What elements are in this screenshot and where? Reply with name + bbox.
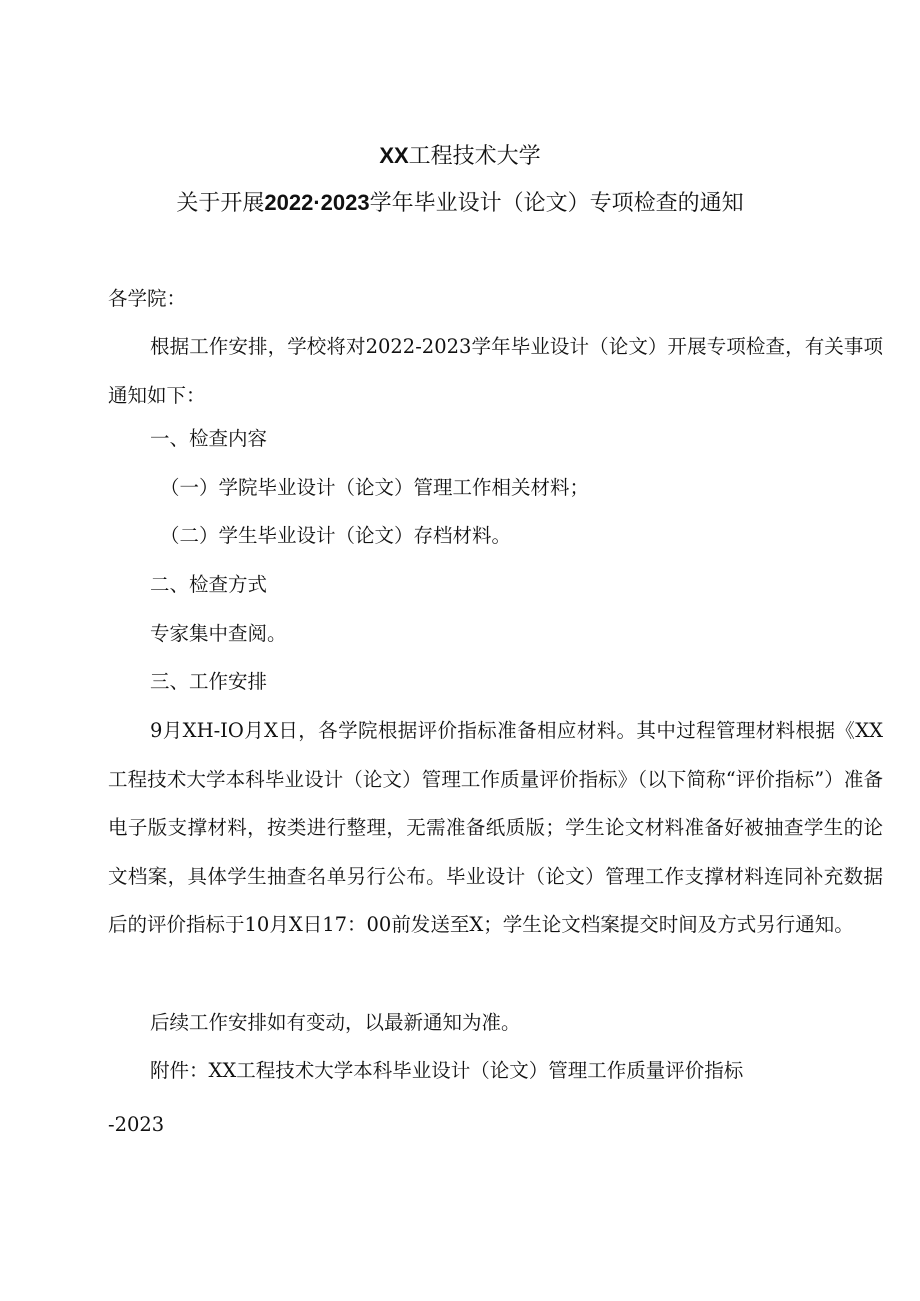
footer-year: -2023 bbox=[108, 1113, 165, 1136]
section-heading-schedule: 三、工作安排 bbox=[150, 670, 268, 693]
title-university-name: 工程技术大学 bbox=[408, 144, 541, 169]
intro-paragraph: 根据工作安排，学校将对2022-2023学年毕业设计（论文）开展专项检查，有关事项通知如下： bbox=[108, 335, 883, 407]
section2-text: 专家集中查阅。 bbox=[150, 622, 287, 645]
schedule-paragraph: 9月XH-IO月X日，各学院根据评价指标准备相应材料。其中过程管理材料根据《XX工程技术大学本科毕业设计（论文）管理工作质量评价指标》（以下简称“评价指标”）准备电子版支撑材料，按类进行整理，无需准备纸质版；学生论文材料准备好被抽查学生的论文档案，具体学生抽查名单另行公布。毕业设计（论文）管理工作支撑材料连同补充数据后的评价指标于10月X日17：00前发送至X；学生论文档案提交时间及方式另行通知。 bbox=[108, 719, 883, 937]
attachment-line: 附件：XX工程技术大学本科毕业设计（论文）管理工作质量评价指标 bbox=[150, 1059, 744, 1082]
section1-item-2: （二）学生毕业设计（论文）存档材料。 bbox=[160, 524, 512, 547]
notice-title-suffix: 学年毕业设计（论文）专项检查的通知 bbox=[369, 191, 744, 216]
notice-title-prefix: 关于开展 bbox=[176, 191, 265, 216]
notice-title-year: 2022·2023 bbox=[264, 190, 370, 215]
section1-item-1: （一）学院毕业设计（论文）管理工作相关材料； bbox=[160, 476, 590, 499]
salutation: 各学院： bbox=[108, 287, 187, 310]
followup-note: 后续工作安排如有变动，以最新通知为准。 bbox=[150, 1011, 521, 1034]
title-bold-prefix: XX bbox=[379, 143, 409, 168]
section-heading-method: 二、检查方式 bbox=[150, 573, 268, 596]
section-heading-content: 一、检查内容 bbox=[150, 427, 268, 450]
document-title-university bbox=[0, 141, 920, 172]
document-title-notice bbox=[0, 188, 920, 219]
